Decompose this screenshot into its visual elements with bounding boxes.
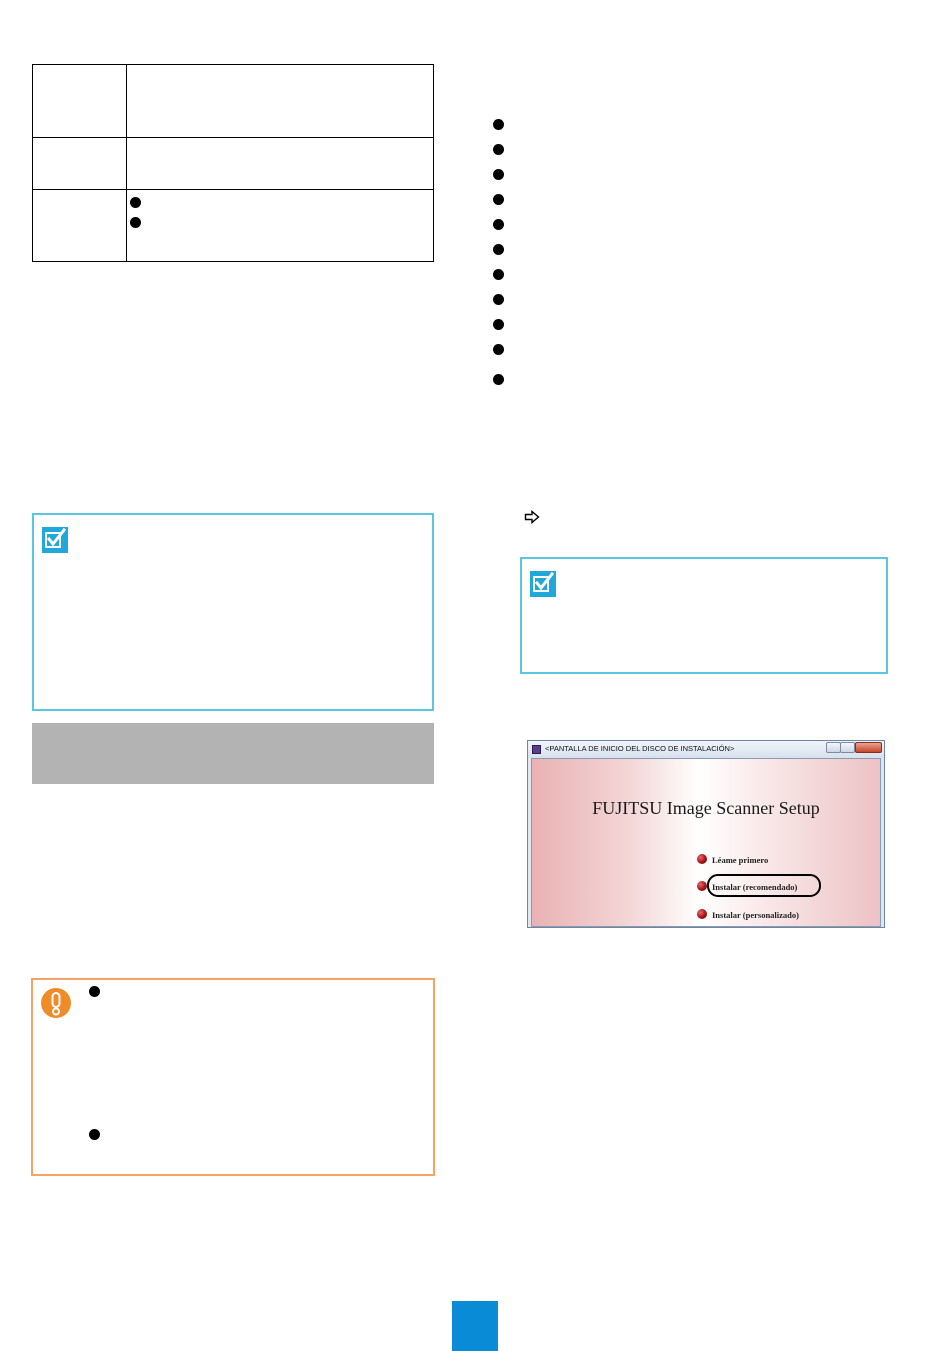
table-column-divider	[126, 65, 127, 261]
bullet-dot-icon	[493, 219, 504, 230]
menu-item-label: Léame primero	[712, 855, 769, 865]
bullet-dot-icon	[89, 1129, 100, 1140]
bullet-dot-icon	[130, 197, 141, 208]
outline-arrow-right-icon	[524, 510, 540, 524]
maximize-icon[interactable]	[840, 742, 855, 753]
bullet-dot-icon	[493, 269, 504, 280]
hint-box	[520, 557, 888, 674]
bullet-dot-icon	[493, 194, 504, 205]
table-row-divider	[33, 189, 433, 190]
setup-content	[531, 758, 881, 927]
bullet-list	[493, 119, 507, 389]
bullet-dot-icon	[493, 374, 504, 385]
app-icon	[532, 745, 541, 754]
minimize-icon[interactable]	[826, 742, 841, 753]
bullet-dot-icon	[493, 144, 504, 155]
bullet-dot-icon	[493, 294, 504, 305]
bullet-dot-icon	[130, 217, 141, 228]
bullet-dot-icon	[493, 344, 504, 355]
red-dot-icon	[697, 881, 707, 891]
section-header-bar	[32, 723, 434, 784]
checkmark-icon	[42, 527, 68, 553]
menu-item-install-custom[interactable]	[712, 910, 799, 920]
menu-item-install-recommended[interactable]	[712, 882, 797, 892]
bullet-dot-icon	[493, 119, 504, 130]
installer-window-screenshot	[527, 740, 885, 928]
bullet-dot-icon	[493, 319, 504, 330]
table-row-divider	[33, 137, 433, 138]
menu-item-label: Instalar (personalizado)	[712, 910, 799, 920]
page-number-tab	[452, 1301, 498, 1351]
bullet-dot-icon	[89, 986, 100, 997]
menu-item-label: Instalar (recomendado)	[712, 882, 798, 892]
red-dot-icon	[697, 854, 707, 864]
window-titlebar	[528, 741, 884, 758]
bullet-dot-icon	[493, 244, 504, 255]
bullet-dot-icon	[493, 169, 504, 180]
setup-title: FUJITSU Image Scanner Setup	[592, 798, 820, 818]
spec-table	[32, 64, 434, 262]
hint-box	[32, 513, 434, 711]
checkmark-icon	[530, 571, 556, 597]
window-title: <PANTALLA DE INICIO DEL DISCO DE INSTALACIÓN>	[545, 744, 735, 753]
close-icon[interactable]	[855, 742, 882, 753]
caution-box	[31, 978, 435, 1176]
exclamation-icon	[41, 988, 71, 1018]
menu-item-readme[interactable]	[712, 855, 768, 865]
red-dot-icon	[697, 909, 707, 919]
